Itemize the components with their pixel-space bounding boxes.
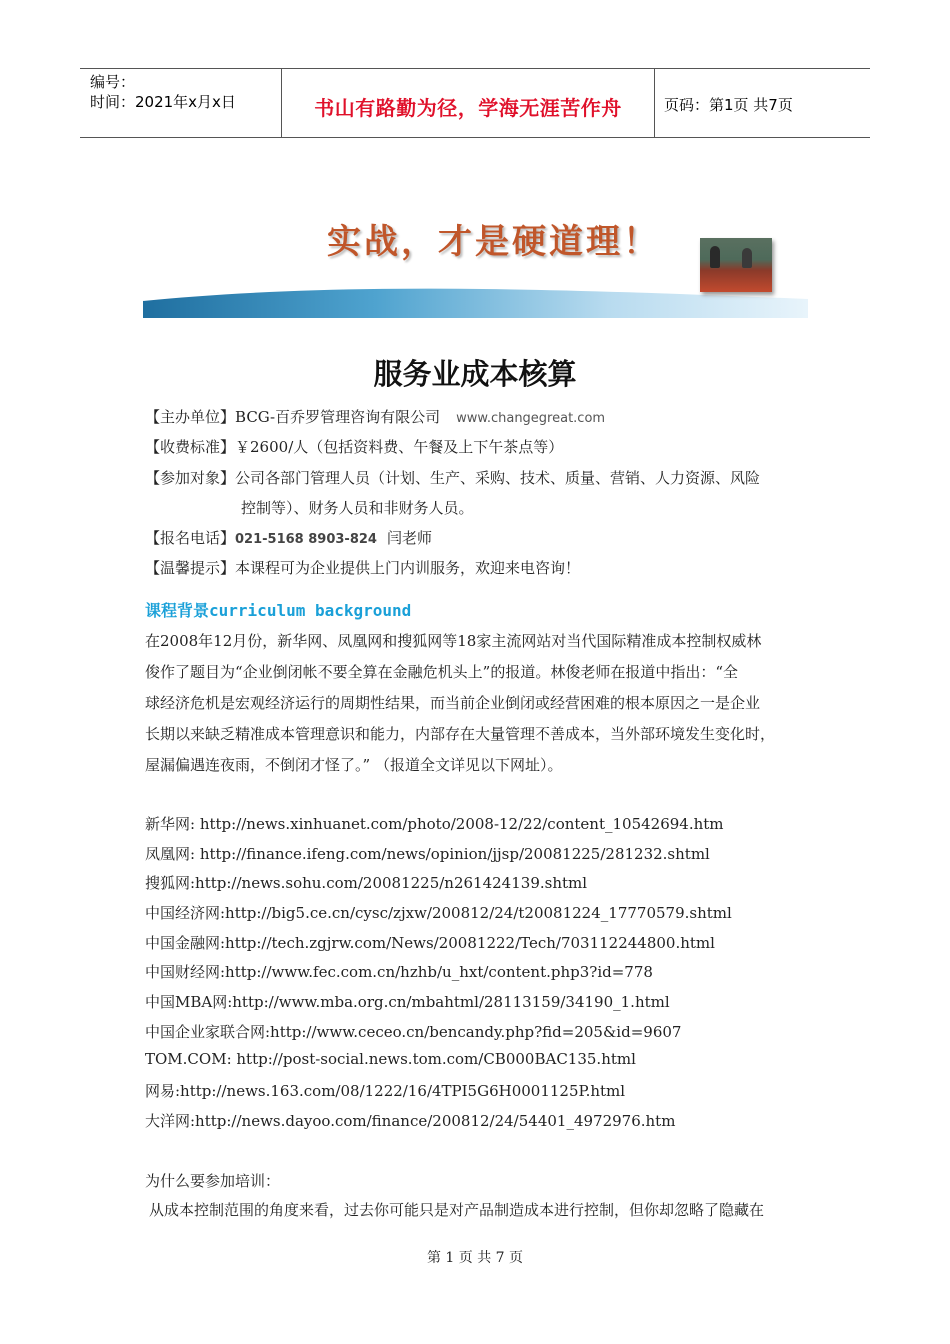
paragraph-line: 俊作了题目为“企业倒闭帐不要全算在金融危机头上”的报道。林俊老师在报道中指出：“全 [145,663,739,681]
banner-slogan: 实战，才是硬道理！ [327,222,660,262]
meeting-photo [700,238,772,292]
header-page-cell [654,69,870,137]
why-line: 从成本控制范围的角度来看，过去你可能只是对产品制造成本进行控制，但你却忽略了隐藏在 [149,1201,765,1219]
fee-label: 【收费标准】 [145,438,236,456]
fee-value: ￥2600/人（包括资料费、午餐及上下午茶点等） [235,438,564,456]
news-link[interactable]: TOM.COM: http://post-social.news.tom.com/CB000BAC135.html [145,1050,636,1068]
tip-value: 本课程可为企业提供上门内训服务，欢迎来电咨询！ [235,559,581,577]
info-audience [145,467,760,488]
time-label: 时间：2021年x月x日 [90,93,236,111]
section-heading [145,598,411,621]
news-link[interactable]: 网易:http://news.163.com/08/1222/16/4TPI5G6H0001125P.html [145,1082,626,1100]
info-fee [145,436,563,457]
info-tip [145,557,580,578]
news-link[interactable]: 中国财经网:http://www.fec.com.cn/hzhb/u_hxt/content.php3?id=778 [145,963,653,981]
section-heading-cn: 课程背景 [145,601,210,620]
why-heading: 为什么要参加培训： [145,1172,281,1190]
audience-line2: 控制等）、财务人员和非财务人员。 [241,499,474,517]
page-code: 页码：第1页 共7页 [664,96,793,114]
phone-contact: 闫老师 [386,529,432,547]
page-title: 服务业成本核算 [373,357,577,391]
info-organizer [145,406,605,427]
news-link[interactable]: 搜狐网:http://news.sohu.com/20081225/n261424139.shtml [145,874,588,892]
banner-image [143,200,808,318]
news-link[interactable]: 凤凰网: http://finance.ifeng.com/news/opinion/jjsp/20081225/281232.shtml [145,845,710,863]
news-link[interactable]: 中国MBA网:http://www.mba.org.cn/mbahtml/28113159/34190_1.html [145,993,670,1011]
paragraph-line: 球经济危机是宏观经济运行的周期性结果，而当前企业倒闭或经营困难的根本原因之一是企业 [145,694,761,712]
news-link[interactable]: 新华网: http://news.xinhuanet.com/photo/2008-12/22/content_10542694.htm [145,815,724,833]
motto-text: 书山有路勤为径，学海无涯苦作舟 [314,96,622,120]
page-header [80,68,870,138]
website-text: www.changegreat.com [456,411,606,426]
page-footer: 第 1 页 共 7 页 [426,1250,524,1266]
paragraph-line: 长期以来缺乏精准成本管理意识和能力，内部存在大量管理不善成本，当外部环境发生变化时， [145,725,776,743]
tip-label: 【温馨提示】 [145,559,236,577]
info-phone [145,527,432,548]
news-link[interactable]: 中国企业家联合网:http://www.ceceo.cn/bencandy.php?fid=205&id=9607 [145,1023,682,1041]
organizer-label: 【主办单位】 [145,408,236,426]
news-link[interactable]: 大洋网:http://news.dayoo.com/finance/200812/24/54401_4972976.htm [145,1112,676,1130]
paragraph-line: 在2008年12月份，新华网、凤凰网和搜狐网等18家主流网站对当代国际精准成本控制权威林 [145,632,762,650]
phone-number: 021-5168 8903-824 [235,532,377,547]
section-heading-en: curriculum background [209,601,412,620]
phone-label: 【报名电话】 [145,529,236,547]
header-meta-cell [80,69,280,137]
header-motto-cell [281,69,655,137]
audience-line1: 公司各部门管理人员（计划、生产、采购、技术、质量、营销、人力资源、风险 [235,469,761,487]
news-link[interactable]: 中国经济网:http://big5.ce.cn/cysc/zjxw/200812/24/t20081224_17770579.shtml [145,904,732,922]
news-link[interactable]: 中国金融网:http://tech.zgjrw.com/News/20081222/Tech/703112244800.html [145,934,715,952]
audience-label: 【参加对象】 [145,469,236,487]
number-label: 编号： [90,73,136,91]
organizer-value: BCG-百乔罗管理咨询有限公司 [235,408,441,426]
paragraph-line: 屋漏偏遇连夜雨，不倒闭才怪了。” （报道全文详见以下网址）。 [145,756,563,774]
